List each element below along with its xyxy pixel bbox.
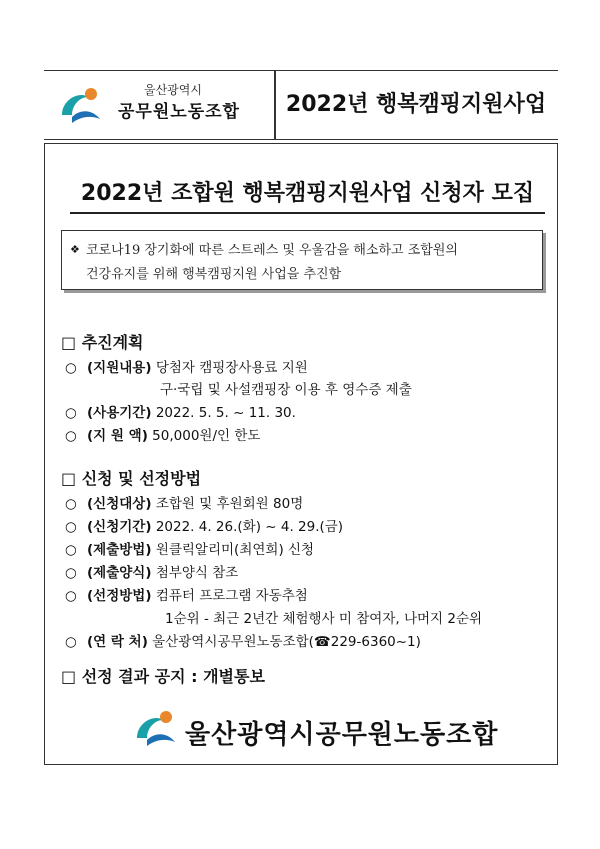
list-item-continuation: 1순위 - 최근 2년간 체험행사 미 참여자, 나머지 2순위 [165,611,483,627]
circle-bullet-icon: ○ [65,428,77,444]
list-item [65,630,421,650]
header-title: 2022년 행복캠핑지원사업 [285,92,547,117]
circle-bullet-icon: ○ [65,360,77,376]
list-item-continuation: 구·국립 및 사설캠핑장 이용 후 영수증 제출 [160,382,412,398]
circle-bullet-icon: ○ [65,519,77,535]
item-label: (제출방법) [87,542,152,558]
section-application-title: □ 신청 및 선정방법 [61,469,202,488]
item-value: 50,000원/인 한도 [152,428,261,444]
list-item [65,515,343,535]
item-label: (제출양식) [87,565,152,581]
logo-city-name: 울산광역시 [144,83,202,97]
section-plan-title: □ 추진계획 [61,333,144,352]
section-result-notice: □ 선정 결과 공지 : 개별통보 [61,667,265,686]
list-item [65,492,303,512]
item-label: (연 락 처) [87,634,148,650]
notice-box [61,230,543,290]
item-label: (지원내용) [87,360,152,376]
circle-bullet-icon: ○ [65,542,77,558]
item-value: 울산광역시공무원노동조합(☎229-6360~1) [152,634,421,650]
circle-bullet-icon: ○ [65,565,77,581]
circle-bullet-icon: ○ [65,588,77,604]
diamond-bullet-icon: ❖ [70,243,80,256]
item-label: (신청대상) [87,496,152,512]
item-value: 2022. 4. 26.(화) ~ 4. 29.(금) [155,519,344,535]
circle-bullet-icon: ○ [65,405,77,421]
list-item [65,561,238,581]
item-value: 당첨자 캠핑장사용료 지원 [155,360,308,376]
list-item [65,538,314,558]
logo-union-name: 공무원노동조합 [118,102,240,122]
union-logo-icon [58,85,102,125]
item-value: 원클릭알리미(최연희) 신청 [155,542,315,558]
circle-bullet-icon: ○ [65,496,77,512]
list-item [65,424,260,444]
item-value: 2022. 5. 5. ~ 11. 30. [155,405,296,421]
item-value: 조합원 및 후원회원 80명 [155,496,304,512]
item-label: (신청기간) [87,519,152,535]
footer-org-name: 울산광역시공무원노동조합 [185,720,499,750]
item-value: 컴퓨터 프로그램 자동추첨 [155,588,308,604]
list-item [65,584,308,604]
notice-line-1: 코로나19 장기화에 따른 스트레스 및 우울감을 해소하고 조합원의 [86,243,458,258]
announcement-box [44,143,558,765]
notice-line-2: 건강유지를 위해 행복캠핑지원 사업을 추진함 [86,267,342,282]
item-label: (지 원 액) [87,428,148,444]
list-item [65,401,296,421]
circle-bullet-icon: ○ [65,634,77,650]
union-logo-icon [133,708,177,748]
item-label: (선정방법) [87,588,152,604]
page-title: 2022년 조합원 행복캠핑지원사업 신청자 모집 [70,176,545,214]
item-label: (사용기간) [87,405,152,421]
list-item [65,356,308,376]
item-value: 첨부양식 참조 [155,565,239,581]
document-header [44,70,558,140]
